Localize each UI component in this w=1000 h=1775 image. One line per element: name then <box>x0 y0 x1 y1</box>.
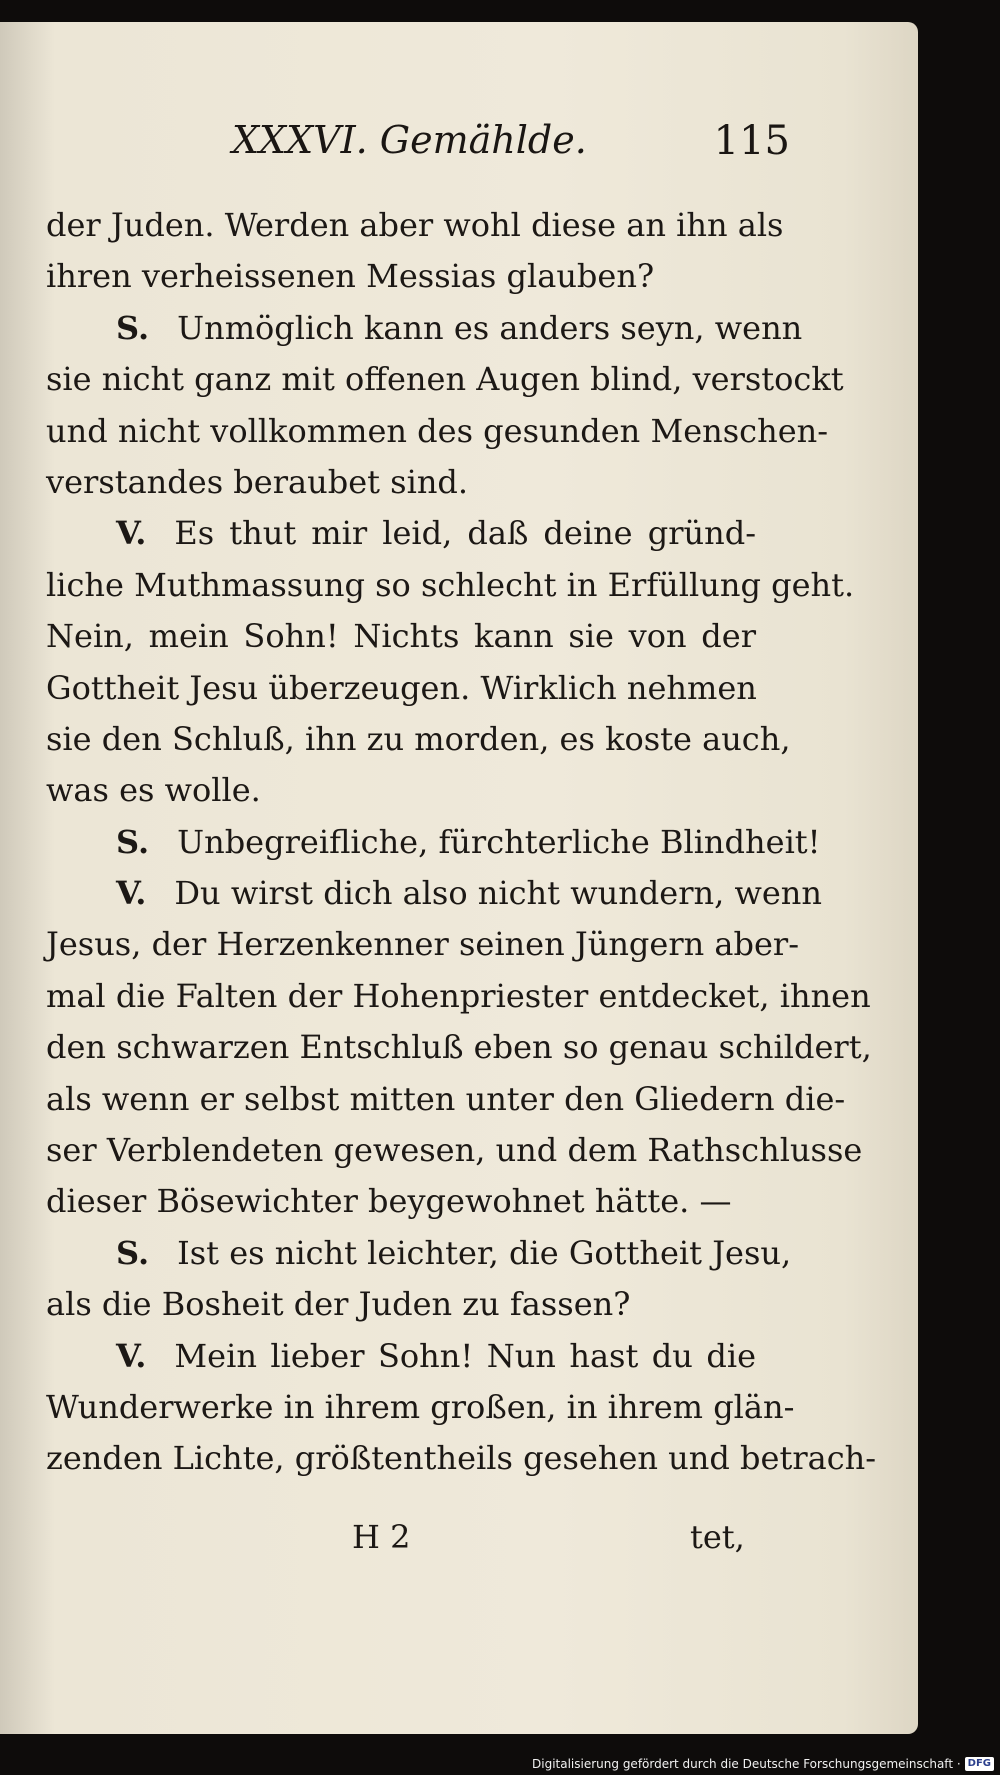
line-text: den schwarzen Entschluß eben so genau schildert, <box>46 1028 872 1067</box>
line-text: Nein, mein Sohn! Nichts kann sie von der <box>46 617 756 656</box>
text-line <box>46 560 855 611</box>
line-text: der Juden. Werden aber wohl diese an ihn als <box>46 206 784 244</box>
credit-text: Digitalisierung gefördert durch die Deutsche Forschungsgemeinschaft · <box>532 1757 961 1771</box>
text-line <box>46 1228 792 1279</box>
digitization-credit <box>532 1757 994 1771</box>
line-text: und nicht vollkommen des gesunden Menschen- <box>46 411 829 450</box>
text-line <box>46 1176 756 1227</box>
text-line <box>46 406 829 457</box>
speaker-label: V. <box>116 514 147 553</box>
text-line <box>46 1279 756 1330</box>
line-text: Wunderwerke in ihrem großen, in ihrem glän- <box>46 1387 795 1426</box>
line-text: Unbegreifliche, fürchterliche Blindheit! <box>177 822 821 861</box>
line-text: Es thut mir leid, daß deine gründ- <box>174 514 756 553</box>
text-line <box>46 971 871 1022</box>
text-line <box>46 200 784 251</box>
text-line <box>46 817 821 868</box>
catchword: tet, <box>690 1518 745 1556</box>
line-text: als die Bosheit der Juden zu fassen? <box>46 1285 631 1324</box>
line-text: zenden Lichte, größtentheils gesehen und betrach- <box>46 1439 877 1478</box>
signature-mark: H 2 <box>352 1518 411 1556</box>
text-line <box>46 611 756 662</box>
line-text: Du wirst dich also nicht wundern, wenn <box>174 874 823 913</box>
speaker-label: S. <box>116 308 150 347</box>
line-text: verstandes beraubet sind. <box>46 462 469 501</box>
line-text: Ist es nicht leichter, die Gottheit Jesu, <box>177 1233 792 1272</box>
text-line <box>46 663 756 714</box>
line-text: ihren verheissenen Messias glauben? <box>46 257 655 296</box>
line-text: Unmöglich kann es anders seyn, wenn <box>177 308 803 347</box>
line-text: ser Verblendeten gewesen, und dem Rathschlusse <box>46 1131 863 1170</box>
body-text <box>46 200 877 1485</box>
dfg-logo-icon: DFG <box>965 1757 994 1771</box>
text-line <box>46 1125 863 1176</box>
text-line <box>46 303 803 354</box>
line-text: sie den Schluß, ihn zu morden, es koste auch, <box>46 719 791 758</box>
speaker-label: V. <box>116 874 147 913</box>
line-text: was es wolle. <box>46 771 261 810</box>
text-line <box>46 354 844 405</box>
text-line <box>46 251 756 302</box>
line-text: dieser Bösewichter beygewohnet hätte. — <box>46 1182 732 1221</box>
speaker-label: S. <box>116 822 150 861</box>
text-line <box>46 1331 756 1382</box>
text-line <box>46 1382 795 1433</box>
text-line <box>46 1022 872 1073</box>
speaker-label: S. <box>116 1233 150 1272</box>
text-line <box>46 868 823 919</box>
running-head-title: XXXVI. Gemählde. <box>232 118 587 162</box>
line-text: Gottheit Jesu überzeugen. Wirklich nehmen <box>46 668 757 707</box>
line-text: mal die Falten der Hohenpriester entdecket, ihnen <box>46 976 871 1015</box>
line-text: Jesus, der Herzenkenner seinen Jüngern aber- <box>46 925 800 964</box>
line-text: Mein lieber Sohn! Nun hast du die <box>174 1336 756 1375</box>
line-text: als wenn er selbst mitten unter den Gliedern die- <box>46 1079 846 1118</box>
text-line <box>46 508 756 559</box>
page-number: 115 <box>713 118 790 164</box>
text-line <box>46 919 800 970</box>
line-text: liche Muthmassung so schlecht in Erfüllung geht. <box>46 565 855 604</box>
text-line <box>46 457 756 508</box>
speaker-label: V. <box>116 1336 147 1375</box>
text-line <box>46 765 756 816</box>
text-line <box>46 1074 846 1125</box>
line-text: sie nicht ganz mit offenen Augen blind, verstockt <box>46 360 844 399</box>
text-line <box>46 714 791 765</box>
text-line <box>46 1433 877 1484</box>
